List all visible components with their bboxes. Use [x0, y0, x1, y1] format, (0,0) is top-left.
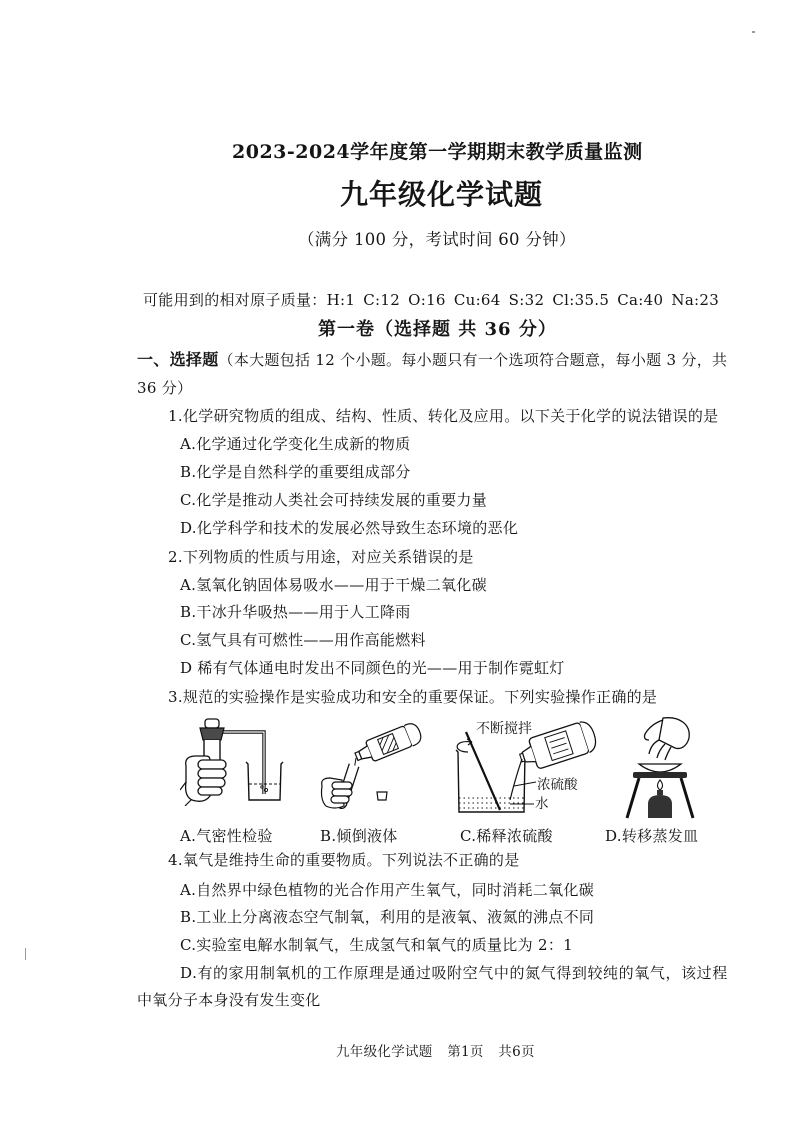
section-heading-line	[137, 348, 727, 372]
question-1-option-b: B.化学是自然科学的重要组成部分	[180, 463, 411, 481]
question-4-option-b: B.工业上分离液态空气制氧，利用的是液氧、液氮的沸点不同	[180, 908, 595, 926]
page-title: 九年级化学试题	[340, 178, 544, 211]
question-3-option-c: C.稀释浓硫酸	[460, 827, 553, 845]
term-heading: 2023-2024学年度第一学期期末教学质量监测	[232, 141, 643, 163]
airtightness-check-illustration	[180, 716, 295, 806]
question-4-option-a: A.自然界中绿色植物的光合作用产生氧气，同时消耗二氧化碳	[180, 881, 595, 899]
section-instructions-cont: 36 分）	[137, 379, 193, 397]
evaporating-dish-illustration	[615, 714, 710, 822]
scan-mark	[752, 31, 755, 33]
acid-label: 浓硫酸	[537, 777, 578, 793]
scan-mark	[25, 948, 26, 960]
question-3-stem: 3.规范的实验操作是实验成功和安全的重要保证。下列实验操作正确的是	[168, 688, 658, 706]
question-4-option-d: D.有的家用制氧机的工作原理是通过吸附空气中的氮气得到较纯的氧气，该过程	[180, 964, 728, 982]
section-instructions: （本大题包括 12 个小题。每小题只有一个选项符合题意，每小题 3 分，共	[218, 351, 728, 369]
question-4-option-c: C.实验室电解水制氧气，生成氢气和氧气的质量比为 2：1	[180, 936, 573, 954]
section-heading: 一、选择题	[137, 350, 219, 369]
question-4-option-d-cont: 中氧分子本身没有发生变化	[137, 991, 321, 1009]
question-2-option-b: B.干冰升华吸热——用于人工降雨	[180, 603, 411, 621]
question-1-option-d: D.化学科学和技术的发展必然导致生态环境的恶化	[180, 519, 519, 537]
question-4-stem: 4.氧气是维持生命的重要物质。下列说法不正确的是	[168, 851, 520, 869]
question-2-option-a: A.氢氧化钠固体易吸水——用于干燥二氧化碳	[180, 576, 487, 594]
pouring-liquid-illustration	[316, 722, 426, 812]
atomic-masses: 可能用到的相对原子质量：H:1 C:12 O:16 Cu:64 S:32 Cl:35.5 Ca:40 Na:23	[143, 291, 720, 309]
stir-label: 不断搅拌	[476, 721, 532, 737]
question-1-stem: 1.化学研究物质的组成、结构、性质、转化及应用。以下关于化学的说法错误的是	[168, 407, 719, 425]
question-1-option-c: C.化学是推动人类社会可持续发展的重要力量	[180, 491, 488, 509]
question-1-option-a: A.化学通过化学变化生成新的物质	[180, 435, 411, 453]
question-2-option-c: C.氢气具有可燃性——用作高能燃料	[180, 631, 426, 649]
question-2-stem: 2.下列物质的性质与用途，对应关系错误的是	[168, 548, 474, 566]
question-2-option-d: D 稀有气体通电时发出不同颜色的光——用于制作霓虹灯	[180, 659, 565, 677]
page-footer: 九年级化学试题 第1页 共6页	[336, 1044, 535, 1060]
question-3-option-b: B.倾倒液体	[320, 827, 398, 845]
question-3-option-a: A.气密性检验	[180, 827, 273, 845]
water-label: 水	[535, 796, 549, 812]
exam-subtitle: （满分 100 分，考试时间 60 分钟）	[298, 230, 576, 249]
question-3-option-d: D.转移蒸发皿	[605, 827, 699, 845]
part-title: 第一卷（选择题 共 36 分）	[318, 319, 557, 340]
